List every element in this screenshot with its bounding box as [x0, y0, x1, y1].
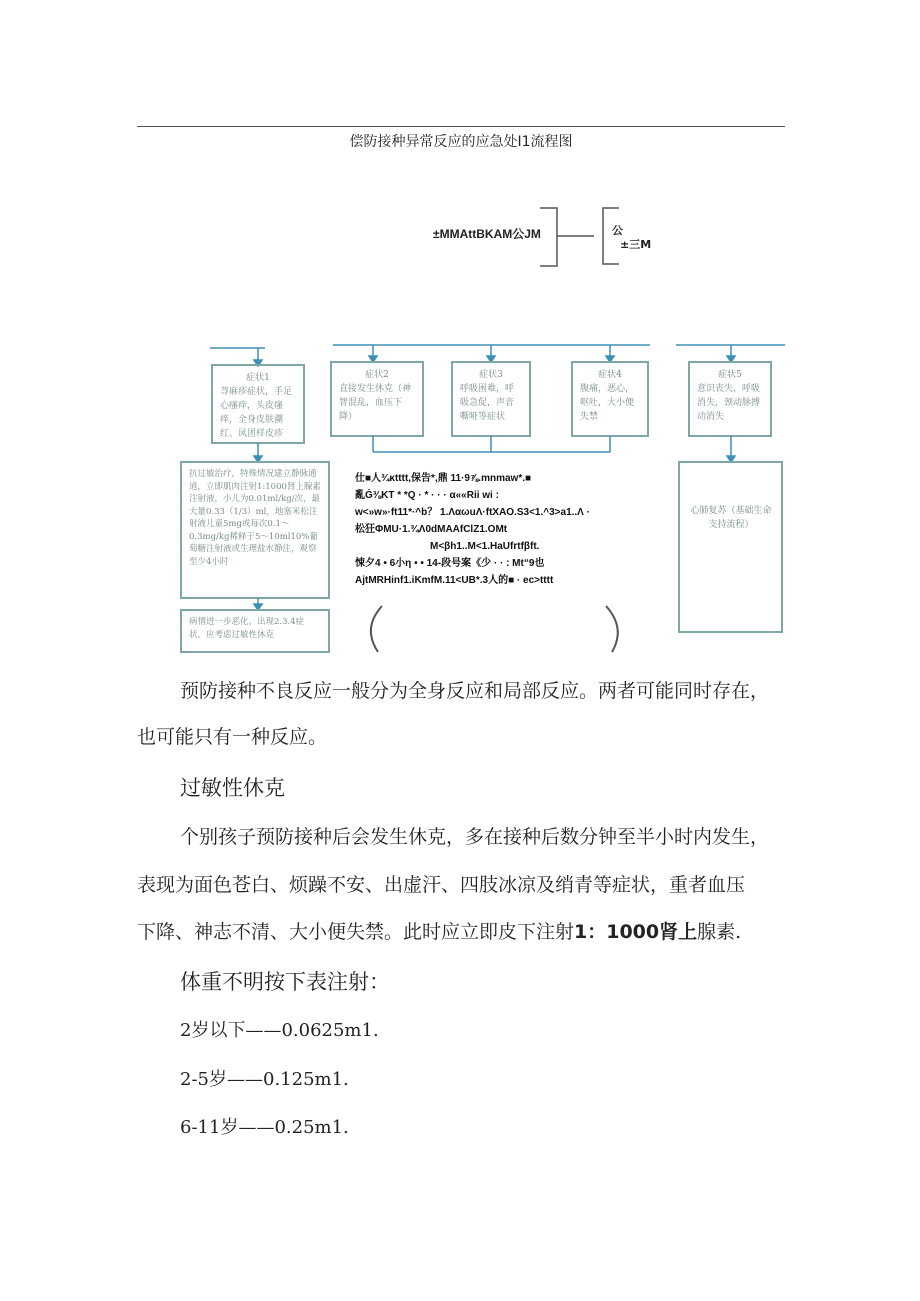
symptom-body: 呼吸困难，呼吸急促，声音嘶哑等症状 — [460, 384, 515, 422]
text-run: 下降、神志不清、大小便失禁。此时应立即皮下注射 — [137, 921, 575, 943]
symptom-body: 荨麻疹症状，手足心瘙痒，头皮瘙痒，全身皮肤潮红、风团样皮疹 — [220, 387, 293, 439]
top-side-text-b: ±三M — [620, 238, 652, 251]
treatment-line: 亂Ġ⅜KT * *Q · * · · · α««Rii wi : — [355, 490, 499, 501]
symptom-box-2 — [333, 364, 421, 434]
symptom-title: 症状1 — [246, 373, 270, 383]
symptom-title: 症状3 — [479, 370, 503, 380]
treatment-line: 悚夕4 • 6小η • • 14-段号案《少 · · : Mt“9也 — [355, 558, 545, 569]
dose-line-2: 2-5岁——0.125m1. — [180, 1069, 349, 1090]
treatment-line: 仕■人¾κtttt,保告*,鼎 11·9⅞.mnmaw*.■ — [355, 473, 532, 484]
symptom-body: 腹痛，恶心，呕吐，大小便失禁 — [580, 384, 635, 422]
symptom-box-4 — [574, 364, 646, 434]
symptom-body: 直接发生休克（神智混乱，血压下降） — [339, 384, 412, 422]
symptom-box-5 — [691, 364, 769, 434]
treatment-line: w<»w»·ft11*·^b？ 1.ΛαωuΛ·ftXAO.S3<1.^3>a1..Λ · — [355, 507, 590, 518]
dose-highlight: 1：1000肾上 — [574, 921, 698, 943]
section-heading-shock: 过敏性休克 — [180, 776, 285, 800]
top-box-text: ±MMAttBKAM公JM — [433, 227, 541, 241]
worsening-box: 病情进一步恶化，出现2.3.4症状，应考虑过敏性休克 — [183, 612, 327, 650]
paragraph-1-line-1: 预防接种不良反应一般分为全身反应和局部反应。两者可能同时存在， — [180, 680, 770, 702]
symptom-title: 症状2 — [365, 370, 389, 380]
paragraph-2-line-2: 表现为面色苍白、烦躁不安、出虚汗、四肢冰凉及绡青等症状，重者血压 — [137, 874, 746, 896]
symptom-box-1 — [214, 367, 302, 441]
treatment-middle-text — [355, 470, 655, 589]
dose-line-3: 6-11岁——0.25m1. — [180, 1117, 349, 1138]
treatment-line: 松狂ΦMU·1.¾Λ0dMAAfClZ1.OMt — [355, 524, 508, 535]
symptom-body: 意识丧失，呼吸消失，颈动脉搏动消失 — [697, 384, 761, 422]
symptom-box-3 — [454, 364, 528, 434]
treatment-line: M<βh1..M<1.HaUfrtfβft. — [430, 541, 540, 552]
symptom-title: 症状4 — [598, 370, 622, 380]
symptom-title: 症状5 — [718, 370, 742, 380]
paragraph-1-line-2: 也可能只有一种反应。 — [137, 726, 328, 748]
paragraph-2-line-1: 个别孩子预防接种后会发生休克，多在接种后数分钟至半小时内发生， — [180, 826, 770, 848]
text-run: 腺素. — [697, 921, 742, 943]
top-side-text-a: 公 — [612, 224, 623, 237]
dose-line-1: 2岁以下——0.0625m1. — [180, 1020, 379, 1041]
figure-title: 偿防接种异常反应的应急处I1流程图 — [349, 134, 573, 150]
paragraph-2-line-3 — [137, 917, 741, 944]
treatment-line: AjtMRHinf1.iKmfM.11<UB*.3人的■ · ec>tttt — [355, 575, 554, 586]
treatment-box-left: 抗过敏治疗，特殊情况建立静脉通道，立即肌肉注射1:1000肾上腺素注射液，小儿为0.01ml/kg/次，最大量0.33（1/3）ml，地塞米松注射液儿童5mg或每次0.1～0.3mg/kg稀释于5～10ml10%葡萄糖注射液或生理盐水静注，观察至少4小时 — [183, 464, 327, 596]
section-heading-dosage: 体重不明按下表注射： — [180, 970, 390, 994]
treatment-box-right: 心肺复苏（基础生命支持流程） — [682, 500, 780, 560]
